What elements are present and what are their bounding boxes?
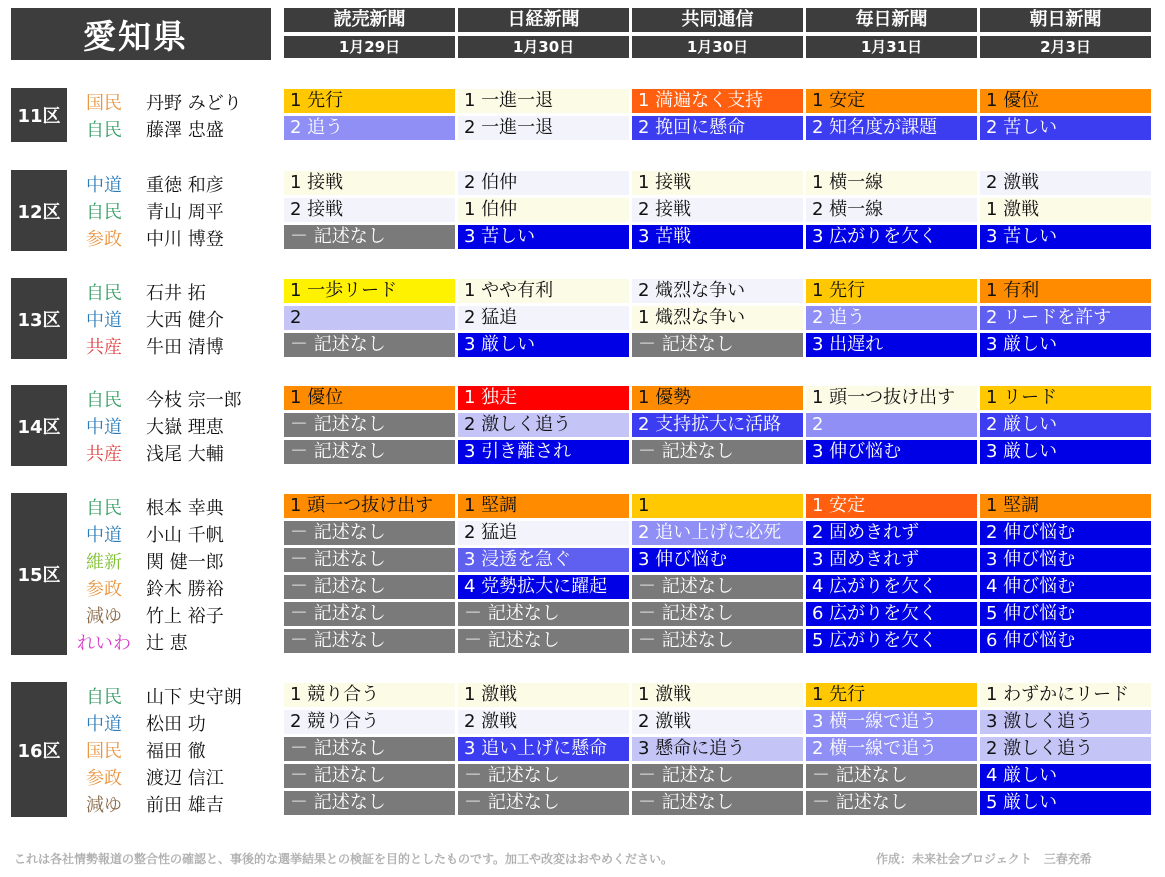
forecast-cell: 3 伸び悩む xyxy=(632,548,803,572)
district-label: 15区 xyxy=(11,493,67,655)
forecast-cell: 1 接戦 xyxy=(632,171,803,195)
candidate-name: 青山 周平 xyxy=(146,201,224,223)
forecast-cell: － 記述なし xyxy=(284,548,455,572)
forecast-cell: 3 激しく追う xyxy=(980,710,1151,734)
newspaper-name: 読売新聞 xyxy=(284,8,455,32)
newspaper-name: 朝日新聞 xyxy=(980,8,1151,32)
forecast-cell: － 記述なし xyxy=(632,764,803,788)
prefecture-title: 愛知県 xyxy=(11,8,271,60)
candidate-row xyxy=(70,305,280,332)
forecast-cell: － 記述なし xyxy=(284,737,455,761)
party-label: 減ゆ xyxy=(86,605,122,627)
forecast-cell: 2 横一線で追う xyxy=(806,737,977,761)
forecast-cell: 3 厳しい xyxy=(980,333,1151,357)
forecast-cell: 2 伸び悩む xyxy=(980,521,1151,545)
forecast-cell: 2 リードを許す xyxy=(980,306,1151,330)
forecast-cell: 1 優位 xyxy=(980,89,1151,113)
forecast-cell: 1 優勢 xyxy=(632,386,803,410)
forecast-cell: 2 知名度が課題 xyxy=(806,116,977,140)
forecast-cell: 1 安定 xyxy=(806,89,977,113)
forecast-cell: 1 堅調 xyxy=(458,494,629,518)
forecast-cell: 4 伸び悩む xyxy=(980,575,1151,599)
candidate-name: 小山 千帆 xyxy=(146,524,224,546)
forecast-cell: 3 浸透を急ぐ xyxy=(458,548,629,572)
forecast-cell: 1 xyxy=(632,494,803,518)
party-label: れいわ xyxy=(77,632,131,654)
candidate-name: 藤澤 忠盛 xyxy=(146,119,224,141)
forecast-cell: － 記述なし xyxy=(284,764,455,788)
candidate-name: 牛田 清博 xyxy=(146,336,224,358)
forecast-cell: 2 追い上げに必死 xyxy=(632,521,803,545)
forecast-cell: － 記述なし xyxy=(458,629,629,653)
forecast-cell: 1 やや有利 xyxy=(458,279,629,303)
forecast-cell: － 記述なし xyxy=(458,791,629,815)
candidate-row xyxy=(70,278,280,305)
candidate-row xyxy=(70,493,280,520)
party-label: 共産 xyxy=(86,443,122,465)
forecast-cell: 2 激戦 xyxy=(632,710,803,734)
forecast-cell: 2 xyxy=(806,413,977,437)
forecast-cell: 6 広がりを欠く xyxy=(806,602,977,626)
candidate-row xyxy=(70,547,280,574)
candidate-row xyxy=(70,763,280,790)
forecast-cell: 4 広がりを欠く xyxy=(806,575,977,599)
candidate-name: 関 健一郎 xyxy=(146,551,224,573)
forecast-cell: 3 苦しい xyxy=(980,225,1151,249)
forecast-cell: － 記述なし xyxy=(284,413,455,437)
forecast-cell: 3 伸び悩む xyxy=(806,440,977,464)
forecast-cell: 3 伸び悩む xyxy=(980,548,1151,572)
forecast-cell: 2 固めきれず xyxy=(806,521,977,545)
forecast-cell: 4 厳しい xyxy=(980,764,1151,788)
forecast-cell: 5 厳しい xyxy=(980,791,1151,815)
forecast-cell: 1 満遍なく支持 xyxy=(632,89,803,113)
forecast-cell: 2 激しく追う xyxy=(980,737,1151,761)
candidate-name: 竹上 裕子 xyxy=(146,605,224,627)
forecast-cell: 2 支持拡大に活路 xyxy=(632,413,803,437)
candidate-row xyxy=(70,224,280,251)
candidate-name: 根本 幸典 xyxy=(146,497,224,519)
party-label: 中道 xyxy=(86,309,122,331)
forecast-cell: － 記述なし xyxy=(632,440,803,464)
forecast-cell: 1 熾烈な争い xyxy=(632,306,803,330)
forecast-cell: 2 接戦 xyxy=(284,198,455,222)
candidate-name: 浅尾 大輔 xyxy=(146,443,224,465)
forecast-cell: 1 接戦 xyxy=(284,171,455,195)
party-label: 自民 xyxy=(86,201,122,223)
candidate-row xyxy=(70,412,280,439)
candidate-name: 福田 徹 xyxy=(146,740,206,762)
forecast-cell: 3 懸命に追う xyxy=(632,737,803,761)
forecast-cell: 2 苦しい xyxy=(980,116,1151,140)
newspaper-name: 共同通信 xyxy=(632,8,803,32)
candidate-row xyxy=(70,115,280,142)
party-label: 中道 xyxy=(86,524,122,546)
forecast-cell: － 記述なし xyxy=(632,333,803,357)
forecast-cell: 1 安定 xyxy=(806,494,977,518)
forecast-cell: － 記述なし xyxy=(284,521,455,545)
candidate-row xyxy=(70,520,280,547)
forecast-cell: － 記述なし xyxy=(632,575,803,599)
forecast-cell: 1 激戦 xyxy=(980,198,1151,222)
forecast-cell: － 記述なし xyxy=(632,629,803,653)
forecast-cell: － 記述なし xyxy=(284,629,455,653)
forecast-cell: 2 激しく追う xyxy=(458,413,629,437)
candidate-row xyxy=(70,197,280,224)
forecast-cell: 1 横一線 xyxy=(806,171,977,195)
forecast-cell: 2 追う xyxy=(284,116,455,140)
forecast-cell: － 記述なし xyxy=(632,791,803,815)
candidate-row xyxy=(70,574,280,601)
forecast-cell: 1 有利 xyxy=(980,279,1151,303)
footer-note: これは各社情勢報道の整合性の確認と、事後的な選挙結果との検証を目的としたものです。加工や改変はおやめください。 xyxy=(14,852,674,866)
candidate-row xyxy=(70,439,280,466)
forecast-cell: － 記述なし xyxy=(458,764,629,788)
forecast-cell: 1 一歩リード xyxy=(284,279,455,303)
forecast-cell: － 記述なし xyxy=(806,791,977,815)
forecast-cell: 1 激戦 xyxy=(458,683,629,707)
forecast-cell: 3 横一線で追う xyxy=(806,710,977,734)
candidate-name: 中川 博登 xyxy=(146,228,224,250)
candidate-name: 今枝 宗一郎 xyxy=(146,389,242,411)
district-label: 11区 xyxy=(11,88,67,142)
forecast-cell: 2 xyxy=(284,306,455,330)
party-label: 自民 xyxy=(86,282,122,304)
candidate-row xyxy=(70,332,280,359)
candidate-row xyxy=(70,682,280,709)
forecast-cell: － 記述なし xyxy=(284,791,455,815)
forecast-cell: 1 リード xyxy=(980,386,1151,410)
forecast-cell: 5 広がりを欠く xyxy=(806,629,977,653)
forecast-cell: 2 厳しい xyxy=(980,413,1151,437)
forecast-cell: 6 伸び悩む xyxy=(980,629,1151,653)
report-date: 1月30日 xyxy=(458,36,629,58)
candidate-name: 前田 雄吉 xyxy=(146,794,224,816)
forecast-cell: 1 堅調 xyxy=(980,494,1151,518)
candidate-name: 重徳 和彦 xyxy=(146,174,224,196)
forecast-cell: 2 一進一退 xyxy=(458,116,629,140)
candidate-row xyxy=(70,170,280,197)
candidate-name: 鈴木 勝裕 xyxy=(146,578,224,600)
district-label: 12区 xyxy=(11,170,67,251)
candidate-row xyxy=(70,790,280,817)
candidate-name: 丹野 みどり xyxy=(146,92,242,114)
forecast-cell: － 記述なし xyxy=(284,575,455,599)
forecast-cell: 2 熾烈な争い xyxy=(632,279,803,303)
candidate-name: 渡辺 信江 xyxy=(146,767,224,789)
forecast-cell: 3 苦戦 xyxy=(632,225,803,249)
forecast-cell: 2 横一線 xyxy=(806,198,977,222)
party-label: 自民 xyxy=(86,497,122,519)
forecast-cell: 1 伯仲 xyxy=(458,198,629,222)
forecast-cell: 2 接戦 xyxy=(632,198,803,222)
party-label: 自民 xyxy=(86,389,122,411)
forecast-cell: 1 先行 xyxy=(806,683,977,707)
district-label: 14区 xyxy=(11,385,67,466)
forecast-cell: 1 競り合う xyxy=(284,683,455,707)
forecast-cell: － 記述なし xyxy=(284,602,455,626)
newspaper-name: 日経新聞 xyxy=(458,8,629,32)
footer-credit: 作成：未来社会プロジェクト 三春充希 xyxy=(876,852,1092,866)
forecast-cell: 3 引き離され xyxy=(458,440,629,464)
party-label: 中道 xyxy=(86,174,122,196)
candidate-name: 辻 恵 xyxy=(146,632,188,654)
forecast-cell: 1 わずかにリード xyxy=(980,683,1151,707)
report-date: 1月30日 xyxy=(632,36,803,58)
forecast-cell: － 記述なし xyxy=(632,602,803,626)
report-date: 2月3日 xyxy=(980,36,1151,58)
party-label: 国民 xyxy=(86,740,122,762)
forecast-cell: 3 広がりを欠く xyxy=(806,225,977,249)
newspaper-name: 毎日新聞 xyxy=(806,8,977,32)
forecast-cell: 1 先行 xyxy=(284,89,455,113)
candidate-name: 松田 功 xyxy=(146,713,206,735)
forecast-cell: 1 頭一つ抜け出す xyxy=(806,386,977,410)
party-label: 維新 xyxy=(86,551,122,573)
forecast-cell: 2 追う xyxy=(806,306,977,330)
forecast-cell: 2 猛追 xyxy=(458,306,629,330)
forecast-cell: 3 固めきれず xyxy=(806,548,977,572)
forecast-cell: － 記述なし xyxy=(284,333,455,357)
forecast-cell: 3 苦しい xyxy=(458,225,629,249)
party-label: 国民 xyxy=(86,92,122,114)
forecast-cell: 2 激戦 xyxy=(980,171,1151,195)
party-label: 共産 xyxy=(86,336,122,358)
forecast-cell: 2 挽回に懸命 xyxy=(632,116,803,140)
party-label: 減ゆ xyxy=(86,794,122,816)
candidate-row xyxy=(70,709,280,736)
candidate-row xyxy=(70,628,280,655)
forecast-cell: 2 激戦 xyxy=(458,710,629,734)
candidate-name: 大西 健介 xyxy=(146,309,224,331)
forecast-cell: 5 伸び悩む xyxy=(980,602,1151,626)
candidate-name: 山下 史守朗 xyxy=(146,686,242,708)
report-date: 1月31日 xyxy=(806,36,977,58)
district-label: 13区 xyxy=(11,278,67,359)
forecast-cell: 2 伯仲 xyxy=(458,171,629,195)
forecast-cell: 1 先行 xyxy=(806,279,977,303)
party-label: 中道 xyxy=(86,416,122,438)
forecast-cell: － 記述なし xyxy=(458,602,629,626)
forecast-cell: 2 競り合う xyxy=(284,710,455,734)
candidate-row xyxy=(70,736,280,763)
forecast-cell: － 記述なし xyxy=(284,440,455,464)
forecast-cell: 1 優位 xyxy=(284,386,455,410)
forecast-cell: 2 猛追 xyxy=(458,521,629,545)
candidate-name: 大嶽 理恵 xyxy=(146,416,224,438)
candidate-row xyxy=(70,88,280,115)
forecast-cell: 3 出遅れ xyxy=(806,333,977,357)
candidate-row xyxy=(70,601,280,628)
party-label: 中道 xyxy=(86,713,122,735)
forecast-cell: 1 頭一つ抜け出す xyxy=(284,494,455,518)
party-label: 自民 xyxy=(86,119,122,141)
report-date: 1月29日 xyxy=(284,36,455,58)
forecast-cell: 1 一進一退 xyxy=(458,89,629,113)
party-label: 参政 xyxy=(86,228,122,250)
forecast-cell: 4 党勢拡大に躍起 xyxy=(458,575,629,599)
forecast-cell: 1 激戦 xyxy=(632,683,803,707)
party-label: 参政 xyxy=(86,767,122,789)
candidate-name: 石井 拓 xyxy=(146,282,206,304)
forecast-cell: － 記述なし xyxy=(284,225,455,249)
forecast-cell: － 記述なし xyxy=(806,764,977,788)
forecast-cell: 1 独走 xyxy=(458,386,629,410)
party-label: 自民 xyxy=(86,686,122,708)
candidate-row xyxy=(70,385,280,412)
forecast-cell: 3 厳しい xyxy=(458,333,629,357)
forecast-cell: 3 追い上げに懸命 xyxy=(458,737,629,761)
forecast-cell: 3 厳しい xyxy=(980,440,1151,464)
party-label: 参政 xyxy=(86,578,122,600)
district-label: 16区 xyxy=(11,682,67,817)
